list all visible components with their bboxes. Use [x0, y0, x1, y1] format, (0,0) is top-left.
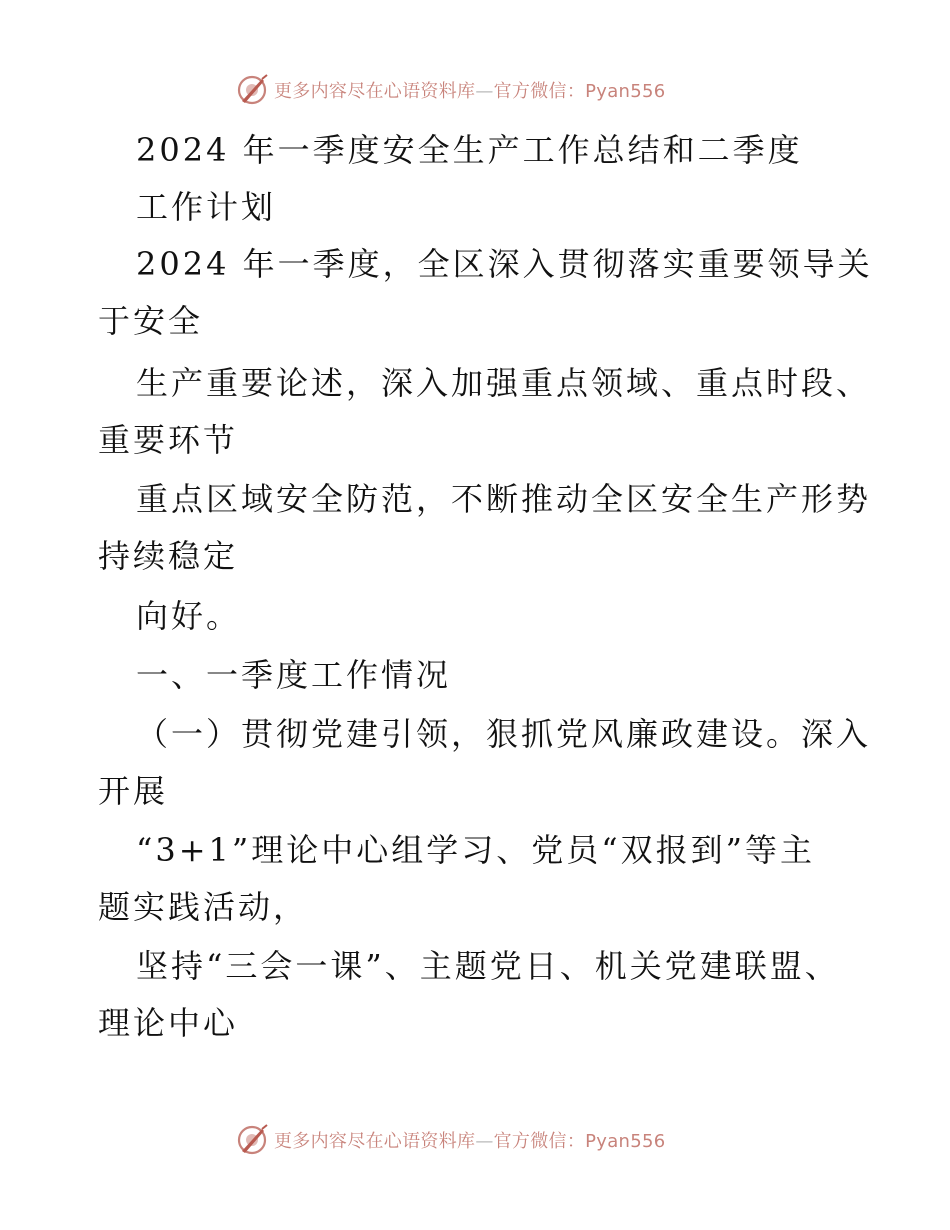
doc-title-line-1: 2024 年一季度安全生产工作总结和二季度: [136, 131, 803, 169]
paragraph-line: 2024 年一季度，全区深入贯彻落实重要领导关: [136, 245, 873, 283]
watermark-dash: —: [475, 81, 494, 102]
watermark-dash: —: [475, 1131, 494, 1152]
paragraph-line: 持续稳定: [98, 537, 239, 575]
paragraph-line: 开展: [98, 772, 169, 810]
paragraph-line: 重点区域安全防范，不断推动全区安全生产形势: [136, 480, 872, 518]
paragraph-line: “3+1”理论中心组学习、党员“双报到”等主: [136, 831, 815, 869]
quill-seal-icon: [236, 1123, 270, 1157]
paragraph-line: 向好。: [136, 597, 242, 635]
paragraph-line: 重要环节: [98, 421, 239, 459]
footer-watermark: [236, 1123, 666, 1157]
doc-title-line-2: 工作计划: [136, 188, 277, 226]
quill-seal-icon: [236, 73, 270, 107]
header-watermark: [236, 73, 666, 107]
paragraph-line: 于安全: [98, 302, 204, 340]
paragraph-line: 生产重要论述，深入加强重点领域、重点时段、: [136, 364, 872, 402]
paragraph-line: 理论中心: [98, 1004, 239, 1042]
watermark-wechat-text: 官方微信：Pyan556: [493, 1131, 666, 1152]
watermark-main-text: 更多内容尽在心语资料库: [274, 1131, 476, 1152]
section-heading: 一、一季度工作情况: [136, 656, 452, 694]
watermark-wechat-text: 官方微信：Pyan556: [493, 81, 666, 102]
paragraph-line: 题实践活动，: [98, 888, 309, 926]
paragraph-line: 坚持“三会一课”、主题党日、机关党建联盟、: [136, 947, 840, 985]
paragraph-line: （一）贯彻党建引领，狠抓党风廉政建设。深入: [136, 715, 872, 753]
watermark-main-text: 更多内容尽在心语资料库: [274, 81, 476, 102]
